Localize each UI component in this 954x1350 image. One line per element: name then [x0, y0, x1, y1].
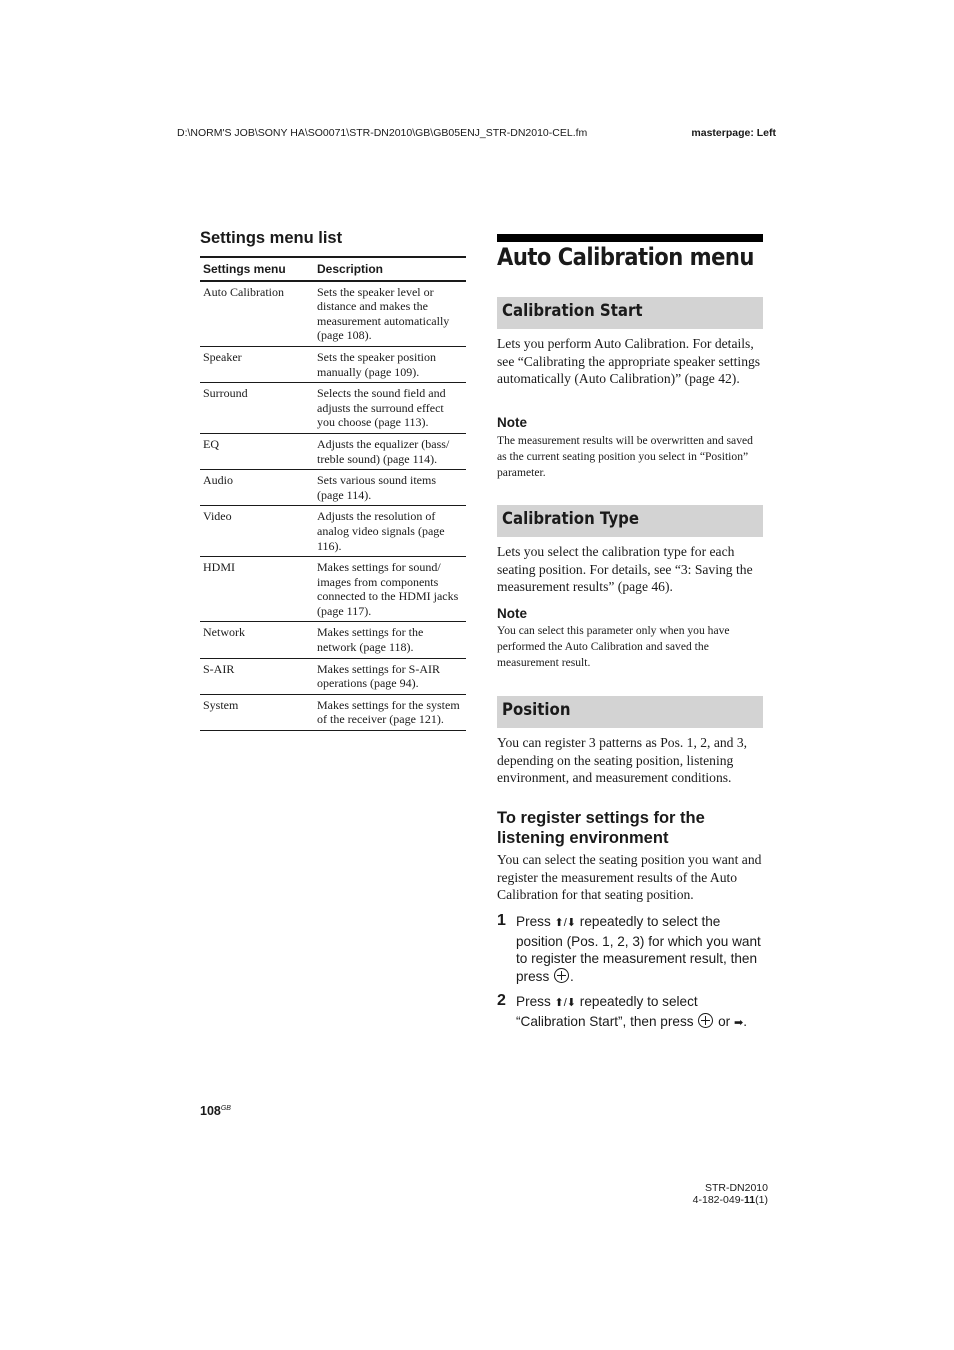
- table-cell-menu: HDMI: [200, 557, 314, 622]
- settings-menu-list-title: Settings menu list: [200, 229, 343, 247]
- section-header-calibration-type: [497, 505, 763, 537]
- table-row: [200, 281, 466, 347]
- table-cell-menu: Auto Calibration: [200, 281, 314, 347]
- table-cell-description: Selects the sound field and adjusts the surround effect you choose (page 113).: [314, 383, 466, 434]
- calibration-type-note: You can select this parameter only when you have performed the Auto Calibration and saved the measurement result.: [497, 624, 730, 669]
- table-row: [200, 433, 466, 469]
- calibration-start-body: Lets you perform Auto Calibration. For details, see “Calibrating the appropriate speaker settings automatically (Auto Calibration)” (page 42).: [497, 336, 761, 387]
- table-row: [200, 383, 466, 434]
- table-row: [200, 346, 466, 382]
- table-row: [200, 506, 466, 557]
- table-row: [200, 470, 466, 506]
- enter-button-icon: [698, 1013, 713, 1028]
- step-text-part: .: [570, 968, 574, 984]
- table-cell-description: Adjusts the resolution of analog video signals (page 116).: [314, 506, 466, 557]
- table-cell-menu: Speaker: [200, 346, 314, 382]
- register-settings-heading: To register settings for the listening environment: [497, 809, 705, 847]
- code-part-bold: 11: [744, 1194, 756, 1206]
- step-number: 2: [497, 992, 506, 1009]
- table-cell-description: Makes settings for S-AIR operations (page 94).: [314, 658, 466, 694]
- settings-menu-table: [200, 256, 466, 731]
- register-settings-body: You can select the seating position you want and register the measurement results of the Auto Calibration for that seating position.: [497, 852, 762, 903]
- section-title: Position: [502, 700, 571, 720]
- table-cell-menu: EQ: [200, 433, 314, 469]
- table-cell-menu: Network: [200, 622, 314, 658]
- section-title: Calibration Type: [502, 509, 639, 529]
- step-text-part: Press: [516, 914, 555, 929]
- page-number-value: 108: [200, 1104, 221, 1118]
- step-text-part: or: [714, 1013, 734, 1029]
- page-title: Auto Calibration menu: [497, 243, 754, 271]
- step-text-part: Press: [516, 994, 555, 1009]
- table-row: [200, 694, 466, 730]
- calibration-type-body: Lets you select the calibration type for each seating position. For details, see “3: Saving the measurement results” (page 46).: [497, 544, 753, 595]
- note-heading: Note: [497, 606, 527, 621]
- table-cell-description: Sets the speaker position manually (page 109).: [314, 346, 466, 382]
- step-number: 1: [497, 912, 506, 929]
- table-cell-description: Makes settings for sound/ images from components connected to the HDMI jacks (page 117).: [314, 557, 466, 622]
- table-cell-menu: Surround: [200, 383, 314, 434]
- page-number: [200, 1104, 231, 1118]
- enter-button-icon: [554, 968, 569, 983]
- step-text-part: repeatedly to select the position (Pos. 1, 2, 3) for which you want to register the measurement result, then press: [516, 914, 761, 984]
- step-1-text: [516, 913, 766, 985]
- table-cell-description: Makes settings for the network (page 118).: [314, 622, 466, 658]
- table-row: [200, 557, 466, 622]
- model-number: STR-DN2010: [704, 1182, 768, 1194]
- masterpage-label: masterpage: Left: [691, 127, 776, 139]
- table-header-row: [200, 257, 466, 281]
- note-heading: Note: [497, 415, 527, 430]
- table-cell-description: Sets various sound items (page 114).: [314, 470, 466, 506]
- table-cell-menu: Audio: [200, 470, 314, 506]
- file-path: D:\NORM'S JOB\SONY HA\SO0071\STR-DN2010\GB\GB05ENJ_STR-DN2010-CEL.fm: [177, 127, 588, 139]
- up-down-arrow-icon: ⬆/⬇: [554, 917, 577, 929]
- calibration-start-note: The measurement results will be overwritten and saved as the current seating position you select in “Position” parameter.: [497, 434, 753, 479]
- table-cell-menu: S-AIR: [200, 658, 314, 694]
- page-suffix: GB: [220, 1104, 231, 1112]
- right-arrow-icon: ➡: [733, 1016, 744, 1029]
- column-header-description: Description: [314, 257, 466, 281]
- up-down-arrow-icon: ⬆/⬇: [554, 997, 577, 1009]
- table-cell-menu: System: [200, 694, 314, 730]
- section-title: Calibration Start: [502, 301, 643, 321]
- table-cell-description: Makes settings for the system of the receiver (page 121).: [314, 694, 466, 730]
- table-cell-description: Sets the speaker level or distance and makes the measurement automatically (page 108).: [314, 281, 466, 347]
- code-part: 4-182-049-: [692, 1194, 745, 1206]
- section-header-calibration-start: [497, 297, 763, 329]
- step-text-part: .: [743, 1013, 747, 1029]
- table-row: [200, 658, 466, 694]
- column-header-settings-menu: Settings menu: [200, 257, 314, 281]
- table-cell-menu: Video: [200, 506, 314, 557]
- document-code: [693, 1194, 768, 1206]
- step-text-part: repeatedly to select “Calibration Start”, then press: [516, 994, 698, 1029]
- title-rule-bar: [497, 234, 763, 242]
- step-2-text: [516, 993, 766, 1032]
- position-body: You can register 3 patterns as Pos. 1, 2, and 3, depending on the seating position, listening environment, and measurement conditions.: [497, 735, 748, 786]
- table-cell-description: Adjusts the equalizer (bass/ treble sound) (page 114).: [314, 433, 466, 469]
- section-header-position: [497, 696, 763, 728]
- table-row: [200, 622, 466, 658]
- code-part: (1): [755, 1194, 768, 1206]
